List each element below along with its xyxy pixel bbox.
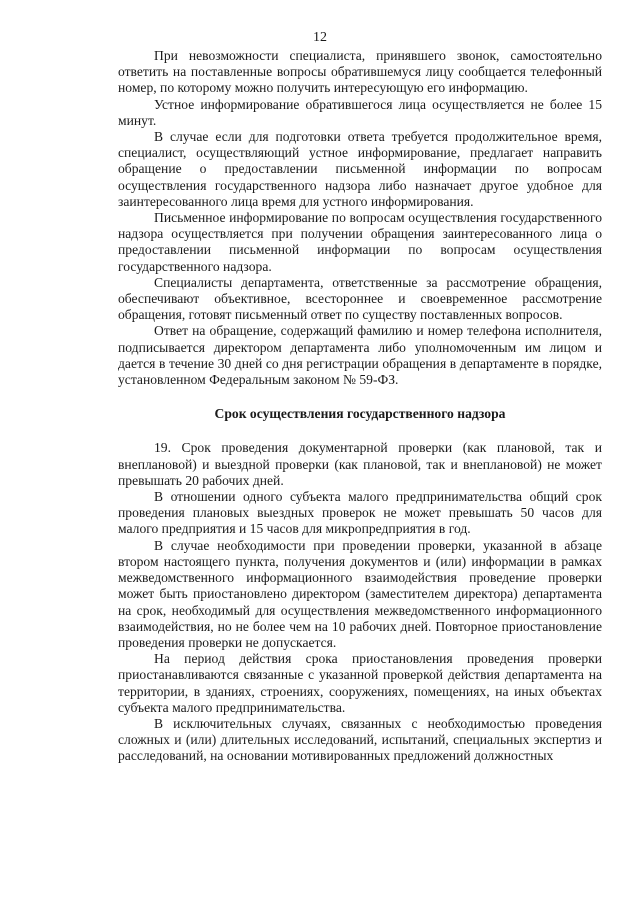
paragraph: В случае если для подготовки ответа требуется продолжительное время, специалист, осуществляющий устное информирование, предлагает направить обращение о предоставлении письменной информации по вопросам осуществления государственного надзора либо назначает другое удобное для заинтересованного лица время для устного информирования. [118,129,602,209]
paragraph: Письменное информирование по вопросам осуществления государственного надзора осуществляется при получении обращения заинтересованного лица о предоставлении письменной информации по вопросам осуществления государственного надзора. [118,210,602,274]
page-number: 12 [313,30,327,45]
page-content [118,48,602,765]
paragraph: Ответ на обращение, содержащий фамилию и номер телефона исполнителя, подписывается директором департамента либо уполномоченным им лицом и дается в течение 30 дней со дня регистрации обращения в департаменте в порядке, установленном Федеральным законом № 59-ФЗ. [118,323,602,388]
paragraph: В исключительных случаях, связанных с необходимостью проведения сложных и (или) длительных исследований, испытаний, специальных экспертиз и расследований, на основании мотивированных предложений должностных [118,715,602,764]
section-heading: Срок осуществления государственного надзора [214,406,506,422]
paragraph: 19. Срок проведения документарной проверки (как плановой, так и внеплановой) и выездной проверки (как плановой, так и внеплановой) не может превышать 20 рабочих дней. [118,440,602,488]
paragraph: При невозможности специалиста, принявшего звонок, самостоятельно ответить на поставленные вопросы обратившемуся лицу сообщается телефонный номер, по которому можно получить интересующую его информацию. [118,48,602,96]
paragraph: Специалисты департамента, ответственные за рассмотрение обращения, обеспечивают объективное, всестороннее и своевременное рассмотрение обращения, готовят письменный ответ по существу поставленных вопросов. [118,274,602,323]
paragraph: На период действия срока приостановления проведения проверки приостанавливаются связанные с указанной проверкой действия департамента на территории, в зданиях, строениях, сооружениях, помещениях, на иных объектах субъекта малого предпринимательства. [118,651,602,715]
paragraph: Устное информирование обратившегося лица осуществляется не более 15 минут. [118,96,602,128]
paragraph: В отношении одного субъекта малого предпринимательства общий срок проведения плановых выездных проверок не может превышать 50 часов для малого предприятия и 15 часов для микропредприятия в год. [118,489,602,537]
paragraph: В случае необходимости при проведении проверки, указанной в абзаце втором настоящего пункта, получения документов и (или) информации в рамках межведомственного информационного взаимодействия проведение проверки может быть приостановлено директором (заместителем директора) департамента на срок, необходимый для осуществления межведомственного информационного взаимодействия, но не более чем на 10 рабочих дней. Повторное приостановление проведения проверки не допускается. [118,537,602,650]
